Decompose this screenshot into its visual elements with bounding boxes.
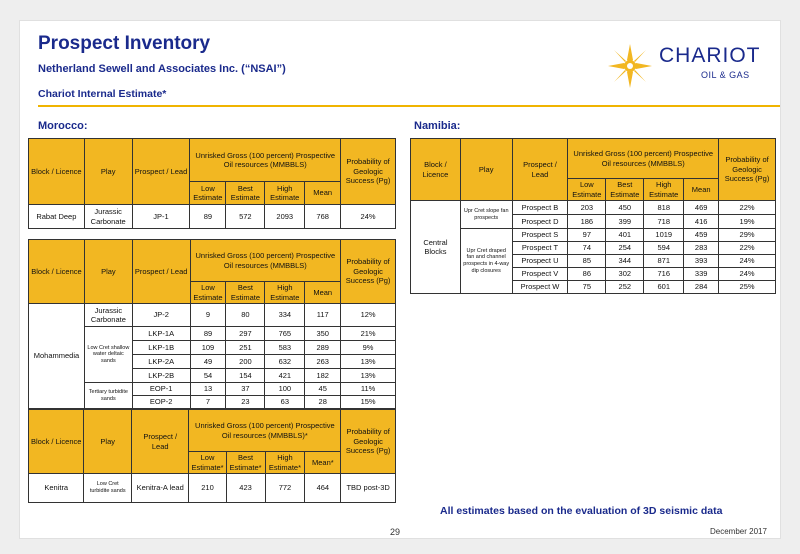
play-cell: Jurassic Carbonate xyxy=(84,205,132,229)
best-cell: 423 xyxy=(226,474,265,503)
block-cell: Central Blocks xyxy=(411,201,461,294)
footer-date: December 2017 xyxy=(710,527,767,536)
company-logo xyxy=(603,38,773,98)
high-cell: 632 xyxy=(265,355,305,369)
high-cell: 594 xyxy=(644,242,684,255)
mean-cell: 289 xyxy=(305,341,341,355)
prospect-cell: LKP-1B xyxy=(132,341,190,355)
col-low: Low Estimate* xyxy=(189,452,226,474)
mean-cell: 339 xyxy=(684,268,719,281)
mean-cell: 117 xyxy=(305,304,341,327)
col-prospect: Prospect / Lead xyxy=(512,139,568,201)
logo-subtext: OIL & GAS xyxy=(701,70,750,80)
mean-cell: 393 xyxy=(684,255,719,268)
low-cell: 109 xyxy=(190,341,226,355)
mean-cell: 284 xyxy=(684,281,719,294)
pg-cell: 11% xyxy=(341,383,396,396)
low-cell: 86 xyxy=(568,268,606,281)
col-prospect: Prospect / Lead xyxy=(132,139,190,205)
low-cell: 97 xyxy=(568,229,606,242)
play-cell: Jurassic Carbonate xyxy=(84,304,132,327)
best-cell: 450 xyxy=(606,201,644,215)
kenitra-table xyxy=(28,409,396,503)
col-high: High Estimate xyxy=(265,182,305,205)
pg-cell: 13% xyxy=(341,369,396,383)
prospect-cell: LKP-2A xyxy=(132,355,190,369)
best-cell: 344 xyxy=(606,255,644,268)
col-play: Play xyxy=(84,240,132,304)
internal-estimate-note: Chariot Internal Estimate* xyxy=(38,88,167,100)
best-cell: 37 xyxy=(226,383,265,396)
high-cell: 871 xyxy=(644,255,684,268)
col-low: Low Estimate xyxy=(190,182,226,205)
mean-cell: 283 xyxy=(684,242,719,255)
col-low: Low Estimate xyxy=(190,282,226,304)
col-mean: Mean xyxy=(684,179,719,201)
high-cell: 421 xyxy=(265,369,305,383)
region-morocco: Morocco: xyxy=(38,120,88,132)
high-cell: 718 xyxy=(644,215,684,229)
col-mean: Mean xyxy=(305,182,341,205)
prospect-cell: Prospect B xyxy=(512,201,568,215)
best-cell: 80 xyxy=(226,304,265,327)
col-pg: Probability of Geologic Success (Pg) xyxy=(341,240,396,304)
col-unrisked: Unrisked Gross (100 percent) Prospective Oil resources (MMBBLS) xyxy=(190,139,341,182)
high-cell: 100 xyxy=(265,383,305,396)
high-cell: 2093 xyxy=(265,205,305,229)
high-cell: 765 xyxy=(265,327,305,341)
play-cell: Low Cret turbidite sands xyxy=(84,474,132,503)
page-number: 29 xyxy=(390,527,401,537)
mean-cell: 182 xyxy=(305,369,341,383)
table-row xyxy=(411,201,776,215)
col-high: High Estimate* xyxy=(265,452,305,474)
col-block: Block / Licence xyxy=(411,139,461,201)
high-cell: 716 xyxy=(644,268,684,281)
namibia-table xyxy=(410,138,776,294)
prospect-cell: Prospect D xyxy=(512,215,568,229)
high-cell: 601 xyxy=(644,281,684,294)
col-play: Play xyxy=(460,139,512,201)
pg-cell: 13% xyxy=(341,355,396,369)
best-cell: 251 xyxy=(226,341,265,355)
mean-cell: 28 xyxy=(305,396,341,409)
table-row xyxy=(411,229,776,242)
best-cell: 254 xyxy=(606,242,644,255)
low-cell: 210 xyxy=(189,474,226,503)
col-block: Block / Licence xyxy=(29,139,85,205)
low-cell: 85 xyxy=(568,255,606,268)
col-unrisked: Unrisked Gross (100 percent) Prospective Oil resources (MMBBLS) xyxy=(190,240,341,282)
prospect-cell: EOP-1 xyxy=(132,383,190,396)
play-cell: Tertiary turbidite sands xyxy=(84,383,132,409)
play-cell: Low Cret shallow water deltaic sands xyxy=(84,327,132,383)
col-prospect: Prospect / Lead xyxy=(131,410,189,474)
mean-cell: 263 xyxy=(305,355,341,369)
prospect-cell: Prospect U xyxy=(512,255,568,268)
pg-cell: 24% xyxy=(719,268,776,281)
col-best: Best Estimate xyxy=(226,182,265,205)
table-row xyxy=(29,474,396,503)
title-divider xyxy=(38,105,781,107)
pg-cell: 22% xyxy=(719,242,776,255)
best-cell: 401 xyxy=(606,229,644,242)
mean-cell: 469 xyxy=(684,201,719,215)
best-cell: 200 xyxy=(226,355,265,369)
low-cell: 9 xyxy=(190,304,226,327)
pg-cell: 15% xyxy=(341,396,396,409)
low-cell: 7 xyxy=(190,396,226,409)
prospect-cell: Prospect S xyxy=(512,229,568,242)
low-cell: 203 xyxy=(568,201,606,215)
prospect-cell: Prospect T xyxy=(512,242,568,255)
pg-cell: 12% xyxy=(341,304,396,327)
prospect-cell: EOP-2 xyxy=(132,396,190,409)
low-cell: 54 xyxy=(190,369,226,383)
col-best: Best Estimate xyxy=(606,179,644,201)
col-pg: Probability of Geologic Success (Pg) xyxy=(341,410,396,474)
mohammedia-table xyxy=(28,239,396,409)
prospect-cell: JP-1 xyxy=(132,205,190,229)
best-cell: 302 xyxy=(606,268,644,281)
col-pg: Probability of Geologic Success (Pg) xyxy=(341,139,396,205)
prospect-cell: Kenitra-A lead xyxy=(131,474,189,503)
col-unrisked: Unrisked Gross (100 percent) Prospective Oil resources (MMBBLS) xyxy=(568,139,719,179)
table-row xyxy=(29,383,396,396)
prospect-cell: LKP-2B xyxy=(132,369,190,383)
col-pg: Probability of Geologic Success (Pg) xyxy=(719,139,776,201)
low-cell: 49 xyxy=(190,355,226,369)
mean-cell: 45 xyxy=(305,383,341,396)
mean-cell: 350 xyxy=(305,327,341,341)
chariot-star-icon xyxy=(605,41,655,91)
col-block: Block / Licence xyxy=(29,410,84,474)
slide xyxy=(19,20,781,539)
high-cell: 334 xyxy=(265,304,305,327)
prospect-cell: Prospect V xyxy=(512,268,568,281)
high-cell: 1019 xyxy=(644,229,684,242)
prospect-cell: JP-2 xyxy=(132,304,190,327)
mean-cell: 768 xyxy=(305,205,341,229)
col-unrisked: Unrisked Gross (100 percent) Prospective Oil resources (MMBBLS)* xyxy=(189,410,341,452)
high-cell: 772 xyxy=(265,474,305,503)
low-cell: 75 xyxy=(568,281,606,294)
play-cell: Upr Cret draped fan and channel prospects in 4-way dip closures xyxy=(460,229,512,294)
pg-cell: 29% xyxy=(719,229,776,242)
pg-cell: 24% xyxy=(341,205,396,229)
col-block: Block / Licence xyxy=(29,240,85,304)
best-cell: 297 xyxy=(226,327,265,341)
region-namibia: Namibia: xyxy=(414,120,461,132)
high-cell: 583 xyxy=(265,341,305,355)
pg-cell: TBD post-3D xyxy=(341,474,396,503)
mean-cell: 459 xyxy=(684,229,719,242)
col-play: Play xyxy=(84,139,132,205)
rabat-deep-table xyxy=(28,138,396,229)
high-cell: 818 xyxy=(644,201,684,215)
block-cell: Kenitra xyxy=(29,474,84,503)
best-cell: 154 xyxy=(226,369,265,383)
pg-cell: 25% xyxy=(719,281,776,294)
subtitle: Netherland Sewell and Associates Inc. (“NSAI”) xyxy=(38,63,286,75)
table-row xyxy=(29,205,396,229)
best-cell: 252 xyxy=(606,281,644,294)
play-cell: Upr Cret slope fan prospects xyxy=(460,201,512,229)
low-cell: 74 xyxy=(568,242,606,255)
high-cell: 63 xyxy=(265,396,305,409)
mean-cell: 416 xyxy=(684,215,719,229)
best-cell: 23 xyxy=(226,396,265,409)
col-mean: Mean xyxy=(305,282,341,304)
best-cell: 572 xyxy=(226,205,265,229)
low-cell: 13 xyxy=(190,383,226,396)
mean-cell: 464 xyxy=(305,474,341,503)
low-cell: 186 xyxy=(568,215,606,229)
table-row xyxy=(29,327,396,341)
col-best: Best Estimate xyxy=(226,282,265,304)
best-cell: 399 xyxy=(606,215,644,229)
prospect-cell: LKP-1A xyxy=(132,327,190,341)
logo-wordmark: CHARIOT xyxy=(659,44,761,67)
page-title: Prospect Inventory xyxy=(38,33,211,54)
low-cell: 89 xyxy=(190,205,226,229)
pg-cell: 24% xyxy=(719,255,776,268)
pg-cell: 9% xyxy=(341,341,396,355)
block-cell: Mohammedia xyxy=(29,304,85,409)
table-row xyxy=(29,304,396,327)
prospect-cell: Prospect W xyxy=(512,281,568,294)
pg-cell: 22% xyxy=(719,201,776,215)
low-cell: 89 xyxy=(190,327,226,341)
col-play: Play xyxy=(84,410,132,474)
col-best: Best Estimate* xyxy=(226,452,265,474)
footer-note: All estimates based on the evaluation of 3D seismic data xyxy=(440,505,723,517)
col-high: High Estimate xyxy=(644,179,684,201)
col-high: High Estimate xyxy=(265,282,305,304)
block-cell: Rabat Deep xyxy=(29,205,85,229)
pg-cell: 21% xyxy=(341,327,396,341)
col-mean: Mean* xyxy=(305,452,341,474)
pg-cell: 19% xyxy=(719,215,776,229)
col-prospect: Prospect / Lead xyxy=(132,240,190,304)
col-low: Low Estimate xyxy=(568,179,606,201)
